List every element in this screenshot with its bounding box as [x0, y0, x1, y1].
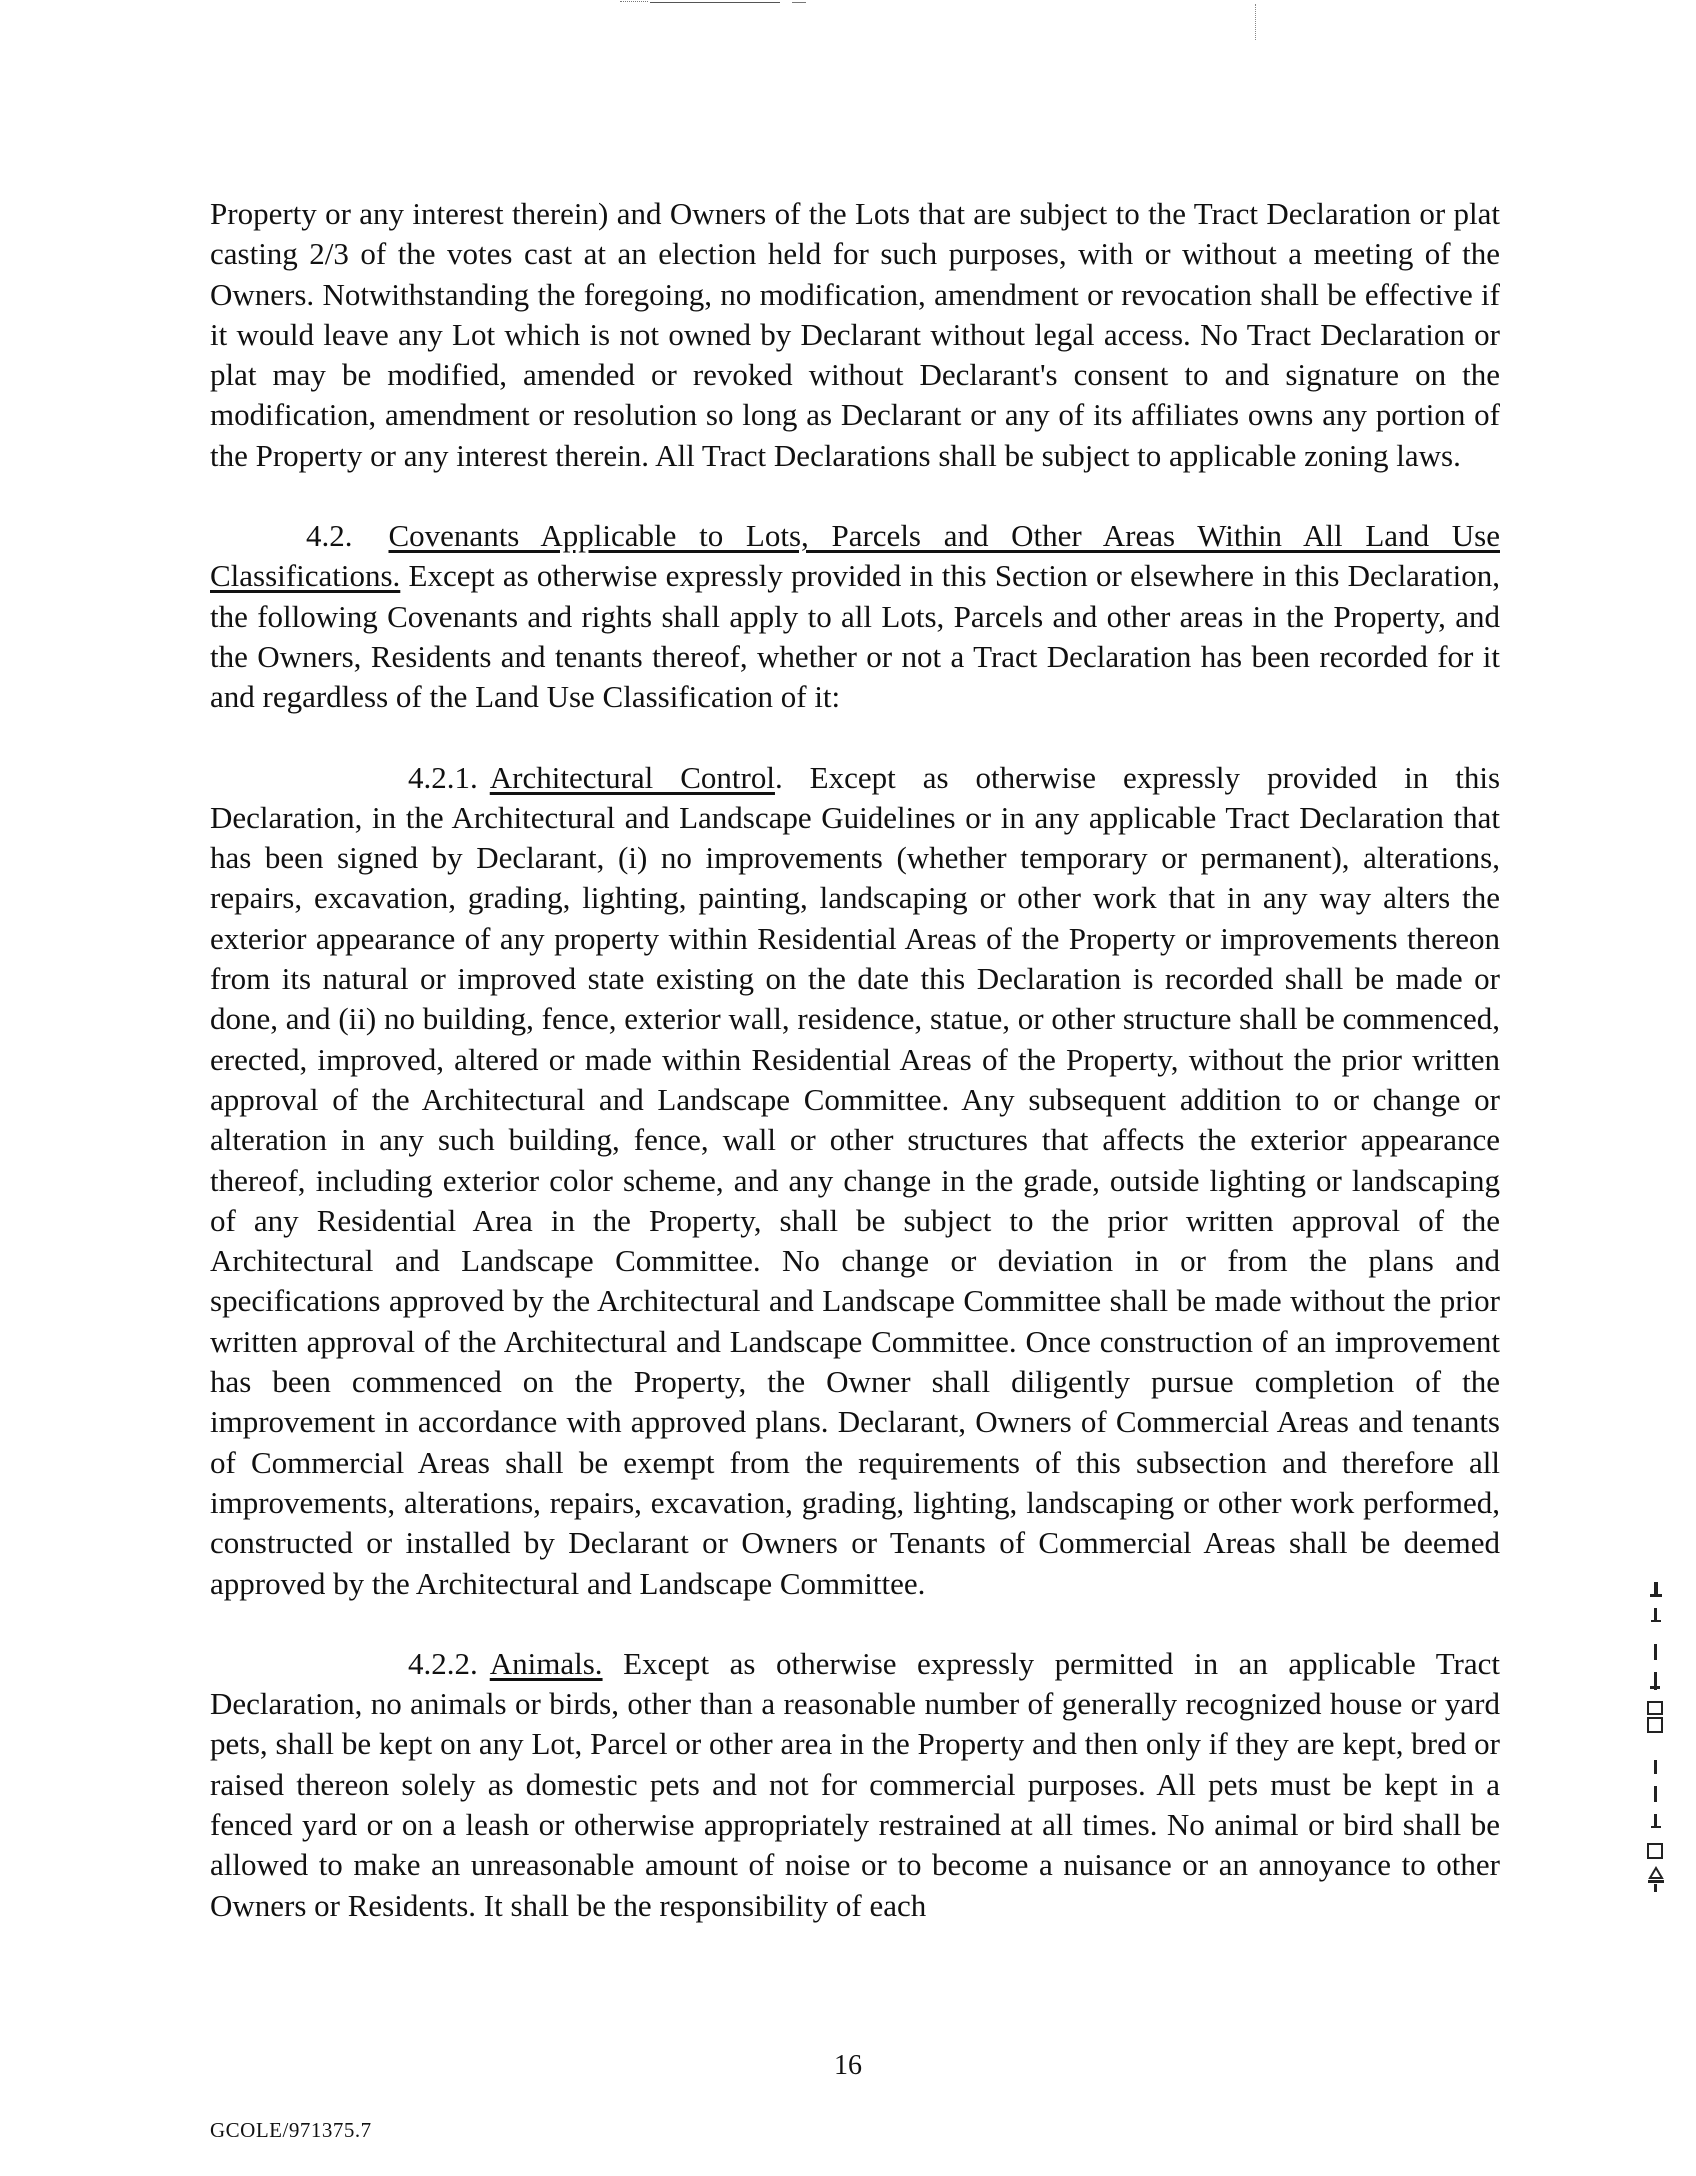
section-number: 4.2.2.: [408, 1645, 478, 1681]
vertical-stamp-mark: [1636, 1582, 1676, 1922]
section-4-2-1: [210, 758, 1500, 1604]
scan-artifact-top: [620, 0, 860, 6]
section-heading: Covenants Applicable to Lots, Parcels and Other Areas Within All Land Use Classifications.: [210, 518, 1500, 594]
section-number: 4.2.: [306, 518, 353, 554]
document-body: [210, 194, 1500, 1926]
section-heading: Architectural Control: [489, 759, 775, 795]
section-text: Except as otherwise expressly provided in this Section or elsewhere in this Declaration, the following Covenants and rights shall apply to all Lots, Parcels and other areas in the Property, and the Owners, Residents and tenants thereof, whether or not a Tract Declaration has been recorded for it and regardless of the Land Use Classification of it:: [210, 558, 1500, 715]
scan-artifact-tick: [1255, 4, 1257, 40]
document-id: GCOLE/971375.7: [210, 2118, 372, 2142]
section-4-2-2: [210, 1644, 1500, 1926]
section-text: . Except as otherwise expressly provided in this Declaration, in the Architectural and Landscape Guidelines or in any applicable Tract Declaration that has been signed by Declarant, (i) no improvements (whether temporary or permanent), alterations, repairs, excavation, grading, lighting, painting, landscaping or other work that in any way alters the exterior appearance of any property within Residential Areas of the Property or improvements thereon from its natural or improved state existing on the date this Declaration is recorded shall be made or done, and (ii) no building, fence, exterior wall, residence, statue, or other structure shall be commenced, erected, improved, altered or made within Residential Areas of the Property, without the prior written approval of the Architectural and Landscape Committee. Any subsequent addition to or change or alteration in any such building, fence, wall or other structures that affects the exterior appearance thereof, including exterior color scheme, and any change in the grade, outside lighting or landscaping of any Residential Area in the Property, shall be subject to the prior written approval of the Architectural and Landscape Committee. No change or deviation in or from the plans and specifications approved by the Architectural and Landscape Committee shall be made without the prior written approval of the Architectural and Landscape Committee. Once construction of an improvement has been commenced on the Property, the Owner shall diligently pursue completion of the improvement in accordance with approved plans. Declarant, Owners of Commercial Areas and tenants of Commercial Areas shall be exempt from the requirements of this subsection and therefore all improvements, alterations, repairs, excavation, grading, lighting, landscaping or other work performed, constructed or installed by Declarant or Owners or Tenants of Commercial Areas shall be deemed approved by the Architectural and Landscape Committee.: [210, 759, 1501, 1601]
section-number: 4.2.1.: [408, 759, 478, 795]
page-number: 16: [834, 2050, 862, 2081]
section-heading: Animals.: [489, 1645, 603, 1681]
section-text: Except as otherwise expressly permitted in an applicable Tract Declaration, no animals or birds, other than a reasonable number of generally recognized house or yard pets, shall be kept on any Lot, Parcel or other area in the Property and then only if they are kept, bred or raised thereon solely as domestic pets and not for commercial purposes. All pets must be kept in a fenced yard or on a leash or otherwise appropriately restrained at all times. No animal or bird shall be allowed to make an unreasonable amount of noise or to become a nuisance or an annoyance to other Owners or Residents. It shall be the responsibility of each: [210, 1645, 1500, 1923]
section-4-2: [210, 516, 1500, 717]
paragraph-continuation: Property or any interest therein) and Owners of the Lots that are subject to the Tract Declaration or plat casting 2/3 of the votes cast at an election held for such purposes, with or without a meeting of the Owners. Notwithstanding the foregoing, no modification, amendment or revocation shall be effective if it would leave any Lot which is not owned by Declarant without legal access. No Tract Declaration or plat may be modified, amended or revoked without Declarant's consent to and signature on the modification, amendment or resolution so long as Declarant or any of its affiliates owns any portion of the Property or any interest therein. All Tract Declarations shall be subject to applicable zoning laws.: [210, 196, 1500, 473]
